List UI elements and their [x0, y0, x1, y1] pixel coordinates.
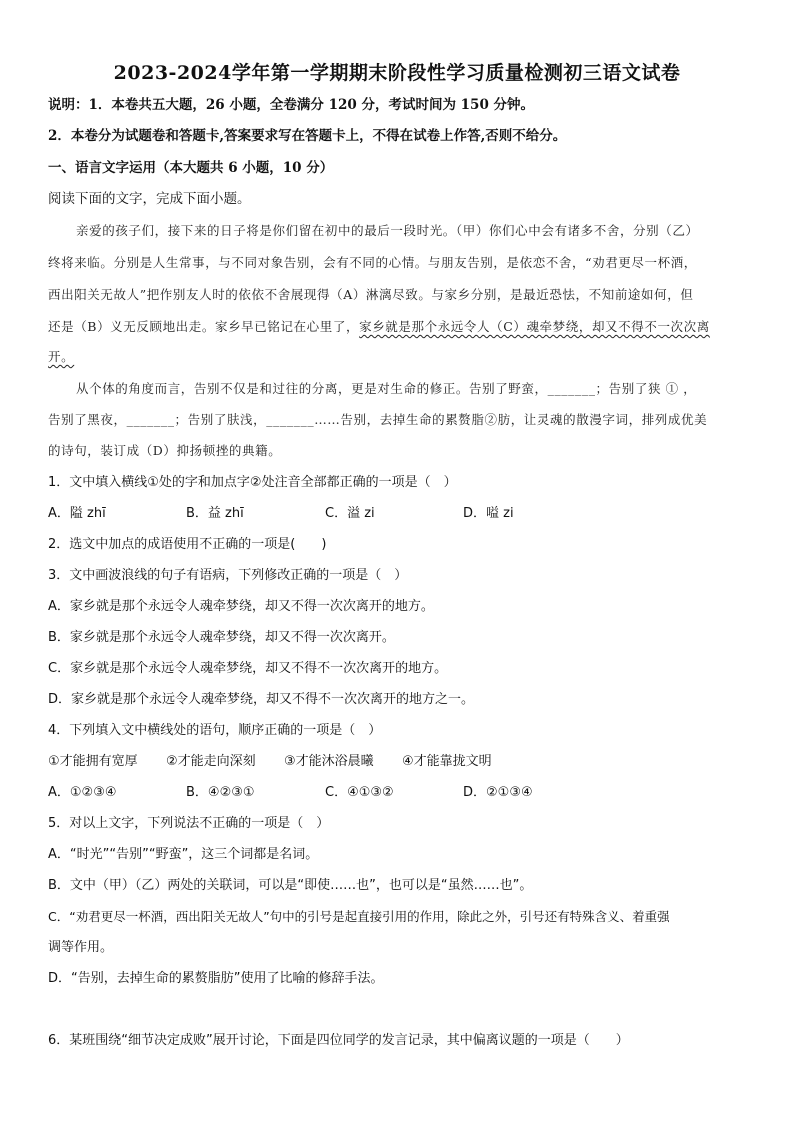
- question-5-option-d: D．“告别，去掉生命的累赘脂肪”使用了比喻的修辞手法。: [48, 971, 384, 986]
- option-d: D．嗌 zi: [463, 506, 514, 521]
- passage-line-3: 西出阳关无故人”把作别友人时的依依不舍展现得（A）淋漓尽致。与家乡分别，是最近恐怯，不知前途如何，但: [48, 287, 694, 302]
- question-6-stem: 6．某班围绕“细节决定成败”展开讨论，下面是四位同学的发言记录，其中偏离议题的一项是（ ）: [48, 1033, 629, 1048]
- item-2: ②才能走向深刻: [166, 754, 256, 769]
- item-3: ③才能沐浴晨曦: [284, 754, 374, 769]
- question-3-option-a: A．家乡就是那个永远令人魂牵梦绕，却又不得一次次离开的地方。: [48, 599, 434, 614]
- option-b: B．益 zhī: [186, 506, 244, 521]
- question-5-option-a: A．“时光”“告别”“野蛮”，这三个词都是名词。: [48, 847, 319, 862]
- question-3-option-b: B．家乡就是那个永远令人魂牵梦绕，却又不得一次次离开。: [48, 630, 395, 645]
- option-c: C．④①③②: [325, 785, 394, 800]
- instruction-line-1: 说明：1．本卷共五大题，26 小题，全卷满分 120 分，考试时间为 150 分钟。: [48, 97, 535, 113]
- wavy-underlined-sentence-end: 开。: [48, 349, 75, 364]
- passage-line-8: 的诗句，装订成（D）抑扬顿挫的典籍。: [48, 443, 282, 458]
- question-1-stem: 1．文中填入横线①处的字和加点字②处注音全部都正确的一项是（ ）: [48, 475, 457, 490]
- passage-line-1: 亲爱的孩子们，接下来的日子将是你们留在初中的最后一段时光。（甲）你们心中会有诸多不舍，分别（乙）: [76, 223, 699, 238]
- reading-intro: 阅读下面的文字，完成下面小题。: [48, 191, 251, 207]
- option-a: A．隘 zhī: [48, 506, 106, 521]
- question-5-option-c: C．“劝君更尽一杯酒，西出阳关无故人”句中的引号是起直接引用的作用，除此之外，引号还有特殊含义、着重强: [48, 909, 670, 924]
- section-heading: 一、语言文字运用（本大题共 6 小题，10 分）: [48, 160, 334, 176]
- item-4: ④才能靠拢文明: [402, 754, 492, 769]
- exam-title: 2023-2024学年第一学期期末阶段性学习质量检测初三语文试卷: [113, 62, 681, 84]
- question-3-option-d: D．家乡就是那个永远令人魂牵梦绕，却又不得不一次次离开的地方之一。: [48, 692, 475, 707]
- option-d: D．②①③④: [463, 785, 533, 800]
- question-3-stem: 3．文中画波浪线的句子有语病，下列修改正确的一项是（ ）: [48, 568, 408, 583]
- option-b: B．④②③①: [186, 785, 255, 800]
- passage-line-7: 告别了黑夜，_______；告别了肤浅，_______……告别，去掉生命的累赘脂②肪，让灵魂的散漫字词，排列成优美: [48, 412, 708, 427]
- question-5-stem: 5．对以上文字，下列说法不正确的一项是（ ）: [48, 816, 330, 831]
- passage-line-2: 终将来临。分别是人生常事，与不同对象告别，会有不同的心情。与朋友告别，是依恋不舍，“劝君更尽一杯酒，: [48, 255, 697, 270]
- passage-line-4-text: 还是（B）义无反顾地出走。家乡早已铭记在心里了，: [48, 319, 360, 334]
- passage-line-4: [48, 317, 710, 337]
- passage-line-5: [48, 347, 74, 367]
- question-3-option-c: C．家乡就是那个永远令人魂牵梦绕，却又不得不一次次离开的地方。: [48, 661, 448, 676]
- question-5-option-c-cont: 调等作用。: [48, 940, 114, 955]
- question-1-options: [48, 504, 514, 524]
- question-5-option-b: B．文中（甲）（乙）两处的关联词，可以是“即使……也”，也可以是“虽然……也”。: [48, 878, 533, 893]
- question-4-items: [48, 752, 492, 772]
- wavy-underlined-sentence: 家乡就是那个永远令人（C）魂牵梦绕，却又不得不一次次离: [359, 319, 710, 334]
- passage-line-6: 从个体的角度而言，告别不仅是和过往的分离，更是对生命的修正。告别了野蛮，_______；告别了狭 ① ，: [76, 381, 697, 396]
- question-4-stem: 4．下列填入文中横线处的语句，顺序正确的一项是（ ）: [48, 723, 382, 738]
- question-4-options: [48, 783, 533, 803]
- instruction-line-2: 2．本卷分为试题卷和答题卡,答案要求写在答题卡上，不得在试卷上作答,否则不给分。: [48, 128, 567, 144]
- option-c: C．溢 zi: [325, 506, 375, 521]
- item-1: ①才能拥有宽厚: [48, 754, 138, 769]
- option-a: A．①②③④: [48, 785, 117, 800]
- question-2-stem: 2．选文中加点的成语使用不正确的一项是( ): [48, 537, 327, 552]
